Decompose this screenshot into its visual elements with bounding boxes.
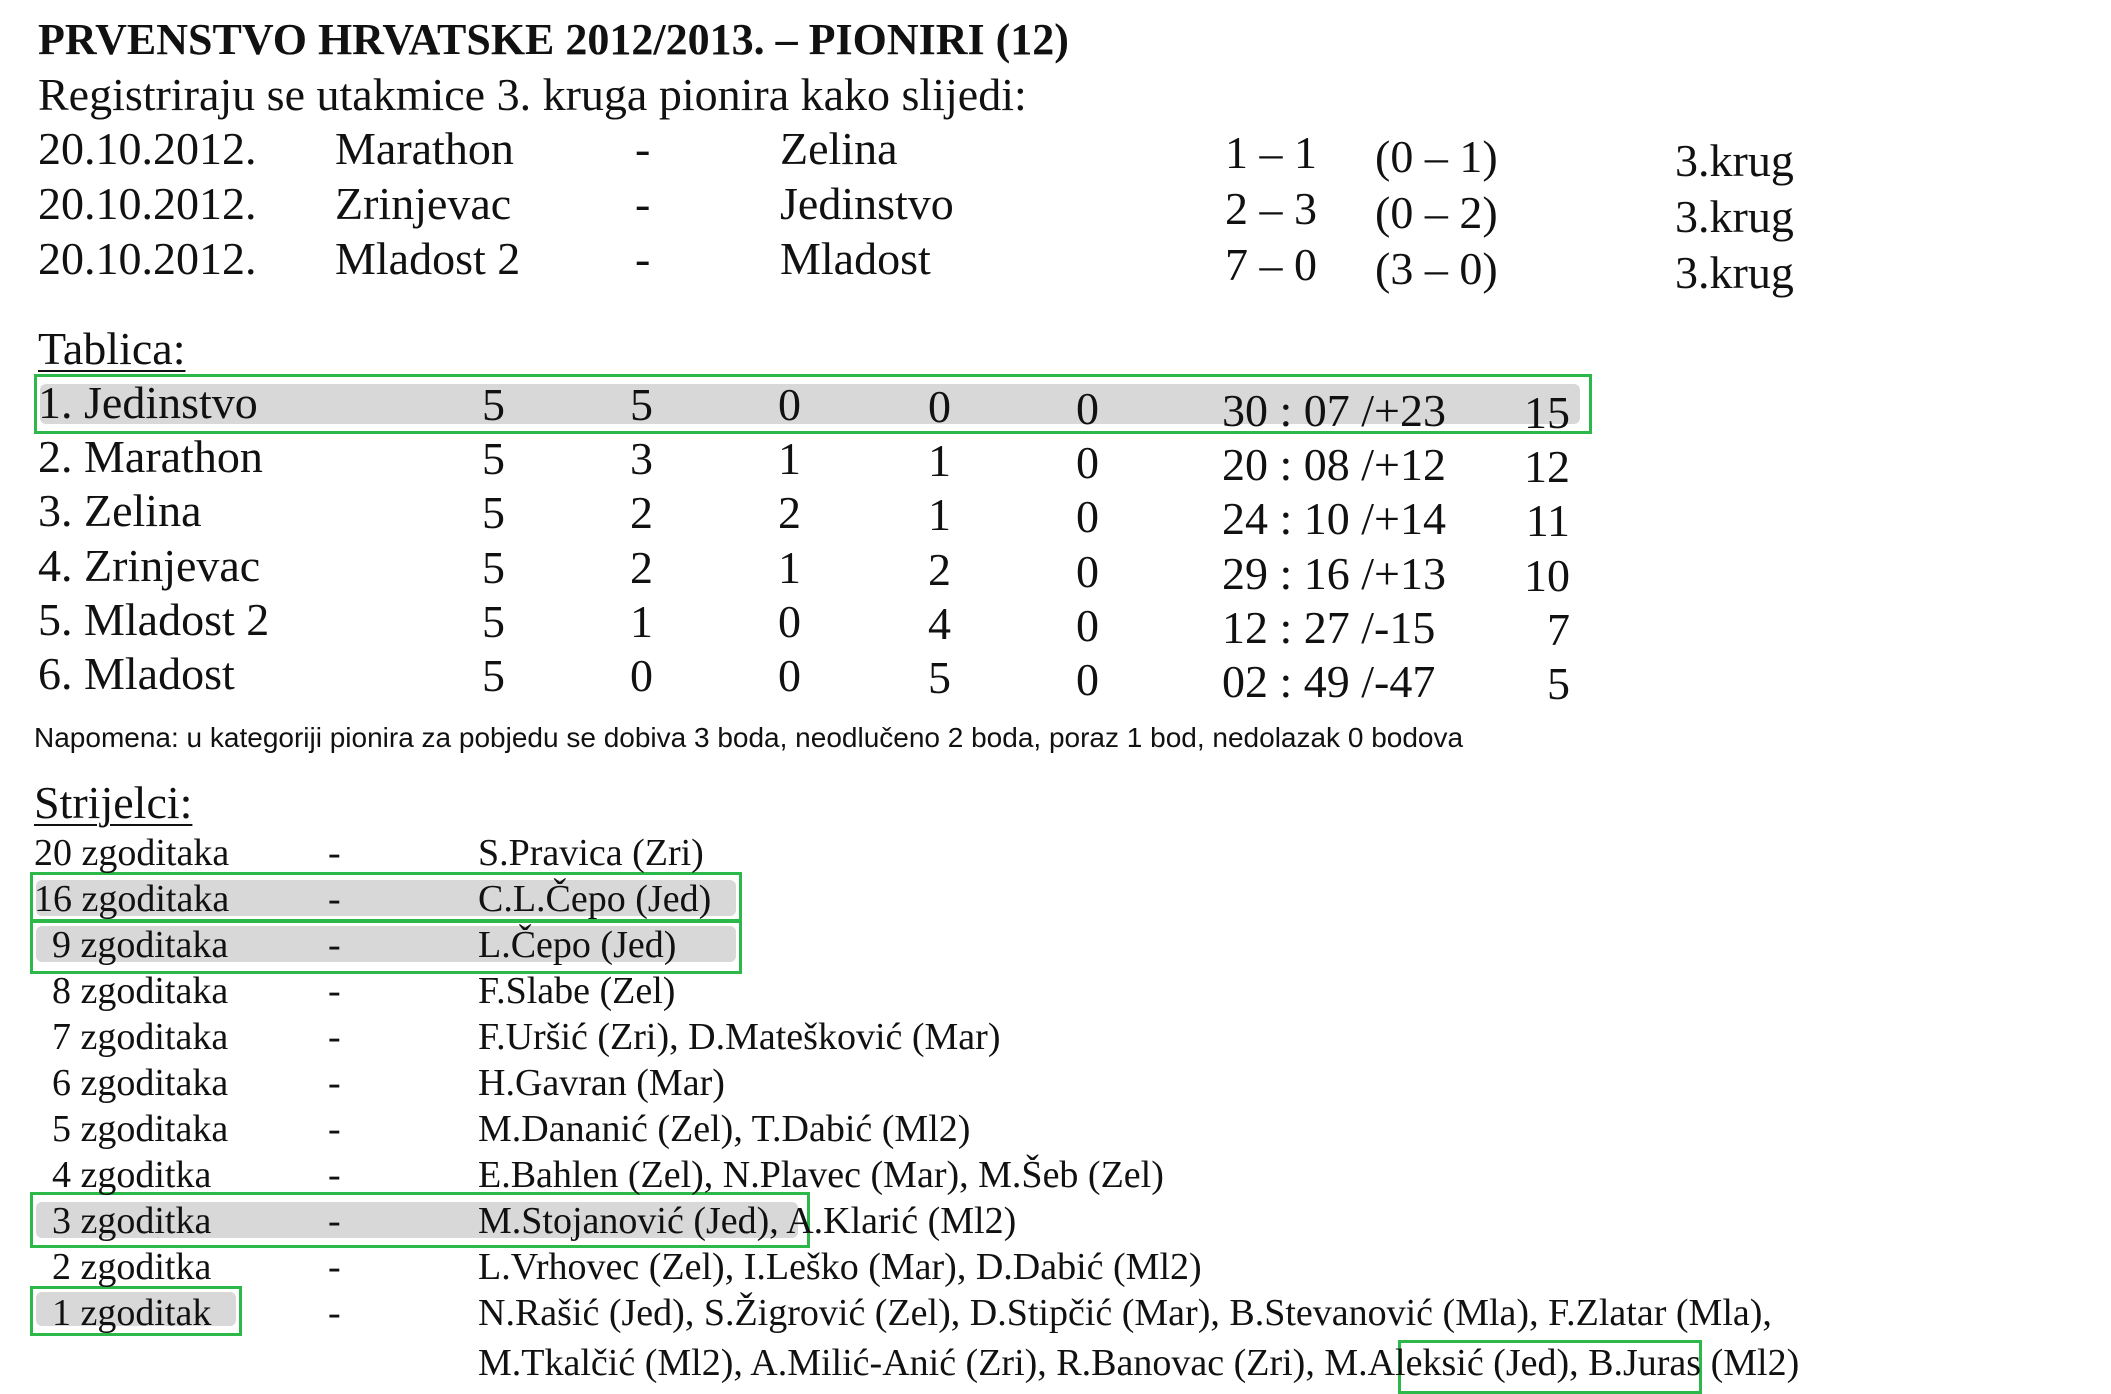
- scorer-names: H.Gavran (Mar): [478, 1062, 725, 1104]
- drawn: 2: [778, 487, 801, 538]
- match-away: Zelina: [780, 123, 898, 174]
- match-halftime: (3 – 0): [1375, 243, 1498, 294]
- scorer-names-continuation: M.Tkalčić (Ml2), A.Milić-Anić (Zri), R.Banovac (Zri), M.Aleksić (Jed), B.Juras (Ml2): [478, 1342, 1800, 1384]
- played: 5: [482, 542, 505, 593]
- match-round: 3.krug: [1675, 191, 1794, 242]
- team-name: 3. Zelina: [38, 485, 202, 536]
- match-score: 2 – 3: [1225, 183, 1317, 234]
- goal-count: 16 zgoditaka: [34, 878, 230, 920]
- scorer-names: M.Dananić (Zel), T.Dabić (Ml2): [478, 1108, 971, 1150]
- no-show: 0: [1076, 546, 1099, 597]
- team-name: 5. Mladost 2: [38, 594, 270, 645]
- drawn: 0: [778, 596, 801, 647]
- goal-count: 6 zgoditaka: [52, 1062, 229, 1104]
- lost: 1: [928, 435, 951, 486]
- page-subtitle: Registriraju se utakmice 3. kruga pionira kako slijedi:: [38, 69, 1027, 120]
- points: 7: [1547, 604, 1570, 655]
- scorer-separator: -: [328, 1246, 341, 1288]
- match-score: 1 – 1: [1225, 127, 1317, 178]
- match-home: Zrinjevac: [335, 178, 512, 229]
- match-separator: -: [635, 123, 651, 174]
- page-title: PRVENSTVO HRVATSKE 2012/2013. – PIONIRI (12): [38, 15, 1069, 64]
- match-away: Jedinstvo: [780, 178, 954, 229]
- lost: 1: [928, 489, 951, 540]
- team-name: 1. Jedinstvo: [38, 377, 258, 428]
- goal-ratio: 30 : 07 /+23: [1222, 385, 1447, 436]
- drawn: 0: [778, 650, 801, 701]
- lost: 5: [928, 652, 951, 703]
- scorer-separator: -: [328, 924, 341, 966]
- scorer-names: N.Rašić (Jed), S.Žigrović (Zel), D.Stipčić (Mar), B.Stevanović (Mla), F.Zlatar (Mla),: [478, 1292, 1772, 1334]
- scorer-separator: -: [328, 1154, 341, 1196]
- scorer-names: L.Čepo (Jed): [478, 924, 677, 966]
- goal-count: 1 zgoditak: [52, 1292, 212, 1334]
- no-show: 0: [1076, 383, 1099, 434]
- goal-count: 3 zgoditka: [52, 1200, 212, 1242]
- team-name: 2. Marathon: [38, 431, 263, 482]
- points: 12: [1524, 441, 1570, 492]
- scorer-names: S.Pravica (Zri): [478, 832, 704, 874]
- scorer-names: M.Stojanović (Jed), A.Klarić (Ml2): [478, 1200, 1017, 1242]
- no-show: 0: [1076, 654, 1099, 705]
- goal-ratio: 12 : 27 /-15: [1222, 602, 1436, 653]
- goal-ratio: 29 : 16 /+13: [1222, 548, 1447, 599]
- match-round: 3.krug: [1675, 247, 1794, 298]
- scorer-names: L.Vrhovec (Zel), I.Leško (Mar), D.Dabić (Ml2): [478, 1246, 1202, 1288]
- match-date: 20.10.2012.: [38, 233, 257, 284]
- team-name: 4. Zrinjevac: [38, 540, 261, 591]
- won: 1: [630, 596, 653, 647]
- scorer-names: F.Uršić (Zri), D.Matešković (Mar): [478, 1016, 1001, 1058]
- no-show: 0: [1076, 600, 1099, 651]
- points: 5: [1547, 658, 1570, 709]
- match-separator: -: [635, 233, 651, 284]
- won: 3: [630, 433, 653, 484]
- scorer-separator: -: [328, 1200, 341, 1242]
- match-round: 3.krug: [1675, 135, 1794, 186]
- drawn: 1: [778, 542, 801, 593]
- played: 5: [482, 379, 505, 430]
- no-show: 0: [1076, 437, 1099, 488]
- goal-ratio: 02 : 49 /-47: [1222, 656, 1436, 707]
- scorers-heading: Strijelci:: [34, 777, 193, 828]
- played: 5: [482, 487, 505, 538]
- table-heading: Tablica:: [38, 323, 186, 374]
- scorer-separator: -: [328, 878, 341, 920]
- won: 0: [630, 650, 653, 701]
- scorer-separator: -: [328, 1062, 341, 1104]
- played: 5: [482, 596, 505, 647]
- scorer-separator: -: [328, 1016, 341, 1058]
- goal-ratio: 24 : 10 /+14: [1222, 493, 1447, 544]
- match-date: 20.10.2012.: [38, 178, 257, 229]
- won: 5: [630, 379, 653, 430]
- match-home: Marathon: [335, 123, 514, 174]
- goal-count: 8 zgoditaka: [52, 970, 229, 1012]
- goal-count: 7 zgoditaka: [52, 1016, 229, 1058]
- match-separator: -: [635, 178, 651, 229]
- lost: 2: [928, 544, 951, 595]
- lost: 4: [928, 598, 951, 649]
- won: 2: [630, 487, 653, 538]
- match-halftime: (0 – 2): [1375, 187, 1498, 238]
- lost: 0: [928, 381, 951, 432]
- drawn: 1: [778, 433, 801, 484]
- scorer-separator: -: [328, 1292, 341, 1334]
- goal-count: 5 zgoditaka: [52, 1108, 229, 1150]
- scorer-separator: -: [328, 970, 341, 1012]
- goal-count: 4 zgoditka: [52, 1154, 212, 1196]
- points: 10: [1524, 550, 1570, 601]
- drawn: 0: [778, 379, 801, 430]
- goal-ratio: 20 : 08 /+12: [1222, 439, 1447, 490]
- match-halftime: (0 – 1): [1375, 131, 1498, 182]
- scorer-separator: -: [328, 1108, 341, 1150]
- match-date: 20.10.2012.: [38, 123, 257, 174]
- points: 15: [1524, 387, 1570, 438]
- scorer-names: E.Bahlen (Zel), N.Plavec (Mar), M.Šeb (Zel): [478, 1154, 1164, 1196]
- table-note: Napomena: u kategoriji pionira za pobjedu se dobiva 3 boda, neodlučeno 2 boda, poraz 1 bod, nedolazak 0 bodova: [34, 722, 1464, 753]
- no-show: 0: [1076, 491, 1099, 542]
- played: 5: [482, 650, 505, 701]
- team-name: 6. Mladost: [38, 648, 235, 699]
- played: 5: [482, 433, 505, 484]
- match-away: Mladost: [780, 233, 931, 284]
- won: 2: [630, 542, 653, 593]
- goal-count: 9 zgoditaka: [52, 924, 229, 966]
- goal-count: 2 zgoditka: [52, 1246, 212, 1288]
- scorer-separator: -: [328, 832, 341, 874]
- match-home: Mladost 2: [335, 233, 521, 284]
- match-score: 7 – 0: [1225, 239, 1317, 290]
- scorer-names: C.L.Čepo (Jed): [478, 878, 712, 920]
- points: 11: [1525, 495, 1570, 546]
- scorer-names: F.Slabe (Zel): [478, 970, 676, 1012]
- goal-count: 20 zgoditaka: [34, 832, 230, 874]
